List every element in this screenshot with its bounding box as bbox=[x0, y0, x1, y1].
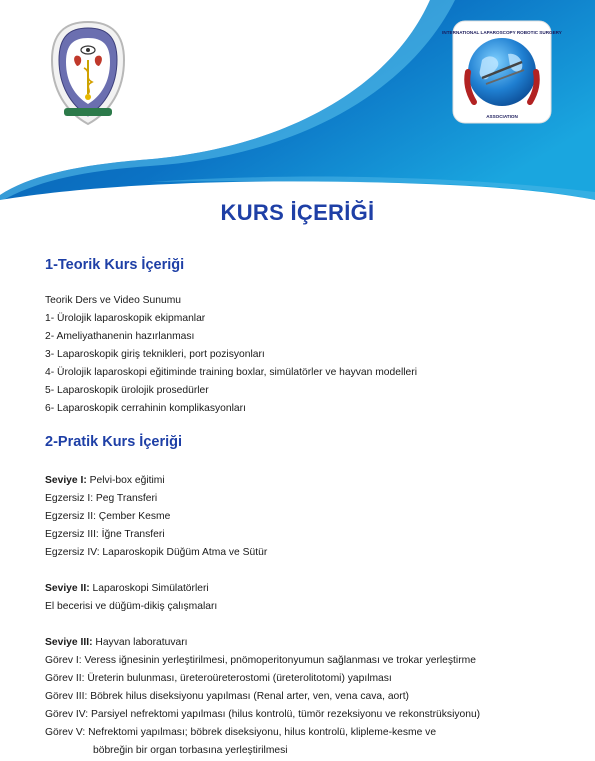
list-item: Görev III: Böbrek hilus diseksiyonu yapılması (Renal arter, ven, vena cava, aort) bbox=[45, 691, 409, 702]
list-item: Egzersiz III: İğne Transferi bbox=[45, 529, 165, 540]
logo-lettering: INTERNATIONAL LAPAROSCOPY ROBOTIC SURGERY bbox=[442, 30, 562, 35]
list-item: Egzersiz II: Çember Kesme bbox=[45, 511, 171, 522]
section-heading-theory: 1-Teorik Kurs İçeriği bbox=[45, 257, 185, 273]
logo-lettering-bottom: ASSOCIATION bbox=[486, 114, 518, 119]
level-2-text: Laparoskopi Simülatörleri bbox=[89, 583, 209, 594]
list-item: 3- Laparoskopik giriş teknikleri, port pozisyonları bbox=[45, 349, 265, 360]
level-2-label: Seviye II: bbox=[45, 583, 90, 594]
list-item: El becerisi ve düğüm-dikiş çalışmaları bbox=[45, 601, 218, 612]
level-3-text: Hayvan laboratuvarı bbox=[92, 637, 188, 648]
level-3-line bbox=[45, 636, 188, 649]
list-item: Teorik Ders ve Video Sunumu bbox=[45, 295, 182, 306]
list-item: 6- Laparoskopik cerrahinin komplikasyonları bbox=[45, 403, 246, 414]
list-item: 5- Laparoskopik ürolojik prosedürler bbox=[45, 385, 209, 396]
list-item: Görev IV: Parsiyel nefrektomi yapılması (hilus kontrolü, tümör rezeksiyonu ve rekonstrüksiyonu) bbox=[45, 709, 481, 720]
list-item: 2- Ameliyathanenin hazırlanması bbox=[45, 331, 195, 342]
list-item-continuation: böbreğin bir organ torbasına yerleştirilmesi bbox=[93, 745, 288, 756]
list-item: Görev II: Üreterin bulunması, üreteroüreterostomi (üreterolitotomi) yapılması bbox=[45, 673, 392, 684]
list-item: 4- Ürolojik laparoskopi eğitiminde training boxlar, simülatörler ve hayvan modelleri bbox=[45, 367, 418, 378]
list-item: Egzersiz IV: Laparoskopik Düğüm Atma ve Sütür bbox=[45, 547, 268, 558]
list-item: Görev I: Veress iğnesinin yerleştirilmesi, pnömoperitonyumun sağlanması ve trokar yerleştirme bbox=[45, 655, 476, 666]
list-item: 1- Ürolojik laparoskopik ekipmanlar bbox=[45, 313, 206, 324]
section-heading-practice: 2-Pratik Kurs İçeriği bbox=[45, 434, 182, 450]
medical-crest-logo bbox=[50, 20, 126, 126]
list-item: Görev V: Nefrektomi yapılması; böbrek diseksiyonu, hilus kontrolü, klipleme-kesme ve bbox=[45, 727, 437, 738]
page-title: KURS İÇERİĞİ bbox=[220, 200, 375, 225]
level-2-line bbox=[45, 582, 209, 595]
list-item: Egzersiz I: Peg Transferi bbox=[45, 493, 158, 504]
level-3-label: Seviye III: bbox=[45, 637, 93, 648]
level-1-line bbox=[45, 474, 165, 487]
level-1-label: Seviye I: bbox=[45, 475, 87, 486]
globe-association-logo bbox=[442, 20, 562, 124]
level-1-text: Pelvi-box eğitimi bbox=[86, 475, 165, 486]
